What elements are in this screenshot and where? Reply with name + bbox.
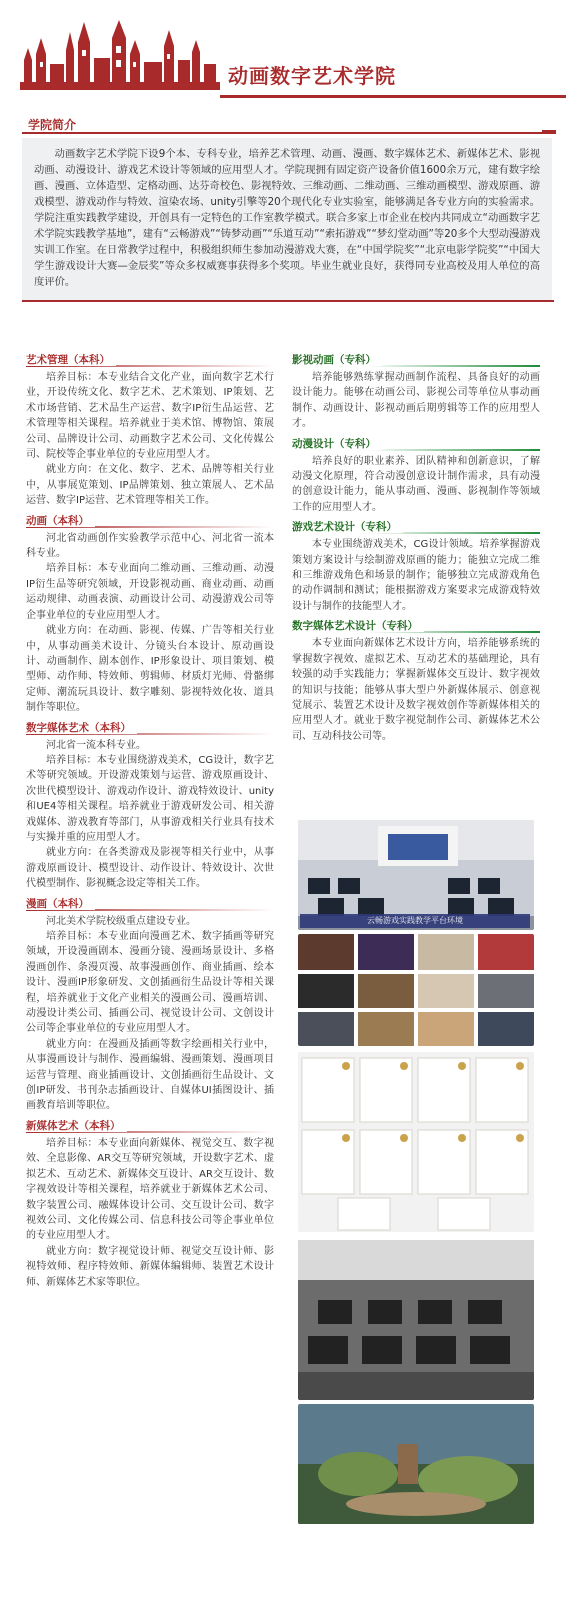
student-activity-collage <box>298 934 534 1046</box>
major-note: 河北省动画创作实验教学示范中心、河北省一流本科专业。 <box>26 532 274 560</box>
major-heading-shumeisheji: 数字媒体艺术设计（专科） <box>292 618 540 636</box>
page-title: 动画数字艺术学院 <box>228 64 396 88</box>
major-goal: 培养目标：本专业面向新媒体、视觉交互、数字视效、全息影像、AR交互等研究领域，开设数字艺术、虚拟艺术、互动艺术、新媒体交互设计、AR交互设计、数字视效设计等相关课程，培养就业于新媒体艺术公司、数字装置公司、融媒体设计公司、交互设计公司、数字视效公司、文化传媒公司、信息科技公司等企事业单位的专业应用型人才。 <box>26 1137 274 1242</box>
miniature-diorama-photo <box>298 1404 534 1524</box>
heading-rule <box>22 132 542 134</box>
heading-rule-accent <box>542 130 556 134</box>
major-heading-manhua: 漫画（本科） <box>26 896 274 914</box>
major-career: 就业方向：在漫画及插画等数字绘画相关行业中，从事漫画设计与制作、漫画编辑、漫画策划、漫画项目运营与管理、商业插画设计、文创插画衍生品设计、文创IP研发、书刊杂志插画设计、自媒体UI插图设计、插画教育培训等职位。 <box>26 1038 274 1112</box>
right-column <box>292 348 540 744</box>
major-goal: 培养能够熟练掌握动画制作流程、具备良好的动画设计能力。能够在动画公司、影视公司等单位从事动画制作、动画设计、影视动画后期剪辑等工作的应用型人才。 <box>292 372 540 430</box>
major-career: 就业方向：在各类游戏及影视等相关行业中，从事游戏原画设计、模型设计、动作设计、特效设计、次世代模型制作、影视概念设定等相关工作。 <box>26 847 274 890</box>
left-column <box>26 348 274 1290</box>
award-certificates-image <box>298 1052 534 1232</box>
major-goal: 培养目标：本专业面向漫画艺术、数字插画等研究领域，开设漫画剧本、漫画分镜、漫画场景设计、多格漫画创作、条漫页漫、故事漫画创作、商业插画、绘本设计、漫画IP形象研发、文创插画衍生品设计等相关课程，培养就业于文化产业相关的漫画公司、漫画培训、动漫设计类公司、插画公司、视觉设计公司、文创设计公司等企事业单位的专业应用型人才。 <box>26 931 274 1035</box>
intro-heading: 学院简介 <box>28 118 77 132</box>
intro-heading-block <box>22 114 552 136</box>
major-career: 就业方向：数字视觉设计师、视觉交互设计师、影视特效师、程序特效师、新媒体编辑师、装置艺术设计师、新媒体艺术家等职位。 <box>26 1245 274 1288</box>
major-career: 就业方向：在文化、数字、艺术、品牌等相关行业中，从事展览策划、IP品牌策划、独立策展人、艺术品运营、数字IP运营、艺术管理等相关工作。 <box>26 464 274 507</box>
major-goal: 培养良好的职业素养、团队精神和创新意识，了解动漫文化原理，符合动漫创意设计制作需求，具有动漫的创意设计能力，能从事动画、漫画、影视制作等领域工作的应用型人才。 <box>292 455 540 513</box>
campus-skyline-logo <box>20 20 220 90</box>
major-heading-shumei: 数字媒体艺术（本科） <box>26 720 274 738</box>
major-goal: 本专业面向新媒体艺术设计方向，培养能够系统的掌握数字视效、虚拟艺术、互动艺术的基础理论，具有较强的动手实践能力；掌握新媒体交互设计、数字视效的知识与技能；能够从事大型户外新媒体展示、创意视觉展示、装置艺术设计及数字视效创作等新媒体相关的应用型人才。就业于数字视觉制作公司、新媒体艺术公司、互动科技公司等。 <box>292 638 540 742</box>
major-goal: 本专业围绕游戏美术，CG设计领域。培养掌握游戏策划方案设计与绘制游戏原画的能力；能独立完成二维和三维游戏角色和场景的制作；能够独立完成游戏角色的动作调制和测试；能根据游戏方案要求完成游戏特效设计与制作的技能型人才。 <box>292 539 540 612</box>
intro-bottom-rule <box>22 300 554 302</box>
major-note: 河北美术学院校级重点建设专业。 <box>46 915 196 927</box>
page-header <box>0 0 566 110</box>
title-underline <box>220 95 566 98</box>
major-goal: 培养目标：本专业结合文化产业，面向数字艺术行业，开设传统文化、数字艺术、艺术策划、IP策划、艺术市场营销、艺术品生产运营、数字IP衍生品运营、艺术管理等相关课程。培养就业于美术馆、博物馆、策展公司、品牌设计公司、动画数字艺术公司、文化传媒公司、院校等企事业单位的专业应用型人才。 <box>26 372 274 461</box>
major-note: 河北省一流本科专业。 <box>46 739 146 751</box>
computer-lab-photo <box>298 1240 534 1400</box>
major-heading-youxi: 游戏艺术设计（专科） <box>292 519 540 537</box>
major-heading-dongman: 动漫设计（专科） <box>292 436 540 454</box>
intro-paragraph: 动画数字艺术学院下设9个本、专科专业，培养艺术管理、动画、漫画、数字媒体艺术、新媒体艺术、影视动画、动漫设计、游戏艺术设计等领域的应用型人才。学院现拥有固定资产设备价值1600余万元，建有数字绘画、漫画、立体造型、定格动画、达芬奇校色、影视特效、三维动画、二维动画、三维动画模型、游戏原画、游戏模型、游戏动作与特效、渲染农场、unity引擎等20个现代化专业实验室，能够满足各专业方向的实验需求。学院注重实践教学建设，开创具有一定特色的工作室教学模式。联合多家上市企业在校内共同成立“动画数字艺术学院实践教学基地”，建有“云畅游戏”“铸梦动画”“乐道互动”“索拓游戏”“梦幻堂动画”等20多个大型动漫游戏实训工作室。在日常教学过程中，积极组织师生参加动漫游戏大赛，在“中国学院奖”“北京电影学院奖”“中国大学生游戏设计大赛—金辰奖”等众多权威赛事获得多个奖项。毕业生就业良好，获得同专业高校及用人单位的高度评价。 <box>34 148 540 288</box>
photo-caption: 云畅游戏实践教学平台环境 <box>300 914 530 928</box>
major-heading-donghua: 动画（本科） <box>26 513 274 531</box>
major-goal: 培养目标：本专业围绕游戏美术，CG设计，数字艺术等研究领域。开设游戏策划与运营、游戏原画设计、次世代模型设计、游戏动作设计、游戏特效设计、unity和UE4等相关课程。培养就业于游戏研发公司、相关游戏媒体、游戏教育等部门，从事游戏相关行业具有技术与实操并重的应用型人才。 <box>26 754 274 843</box>
intro-text-box <box>22 138 552 300</box>
major-heading-yishu: 艺术管理（本科） <box>26 352 274 370</box>
major-heading-yingshi: 影视动画（专科） <box>292 352 540 370</box>
major-heading-xinmeiti: 新媒体艺术（本科） <box>26 1118 274 1136</box>
major-goal: 培养目标：本专业面向二维动画、三维动画、动漫IP衍生品等研究领域，开设影视动画、商业动画、动画运动规律、动画表演、动画设计公司、动漫游戏公司等企事业单位的专业应用型人才。 <box>26 563 274 621</box>
major-career: 就业方向：在动画、影视、传媒、广告等相关行业中，从事动画美术设计、分镜头台本设计、原动画设计、动画制作、剧本创作、IP形象设计、项目策划、模型师、动作师、特效师、剪辑师、材质灯光师、骨骼绑定师、潮流玩具设计、数字雕刻、影视特效化妆、道具制作等职位。 <box>26 625 274 714</box>
